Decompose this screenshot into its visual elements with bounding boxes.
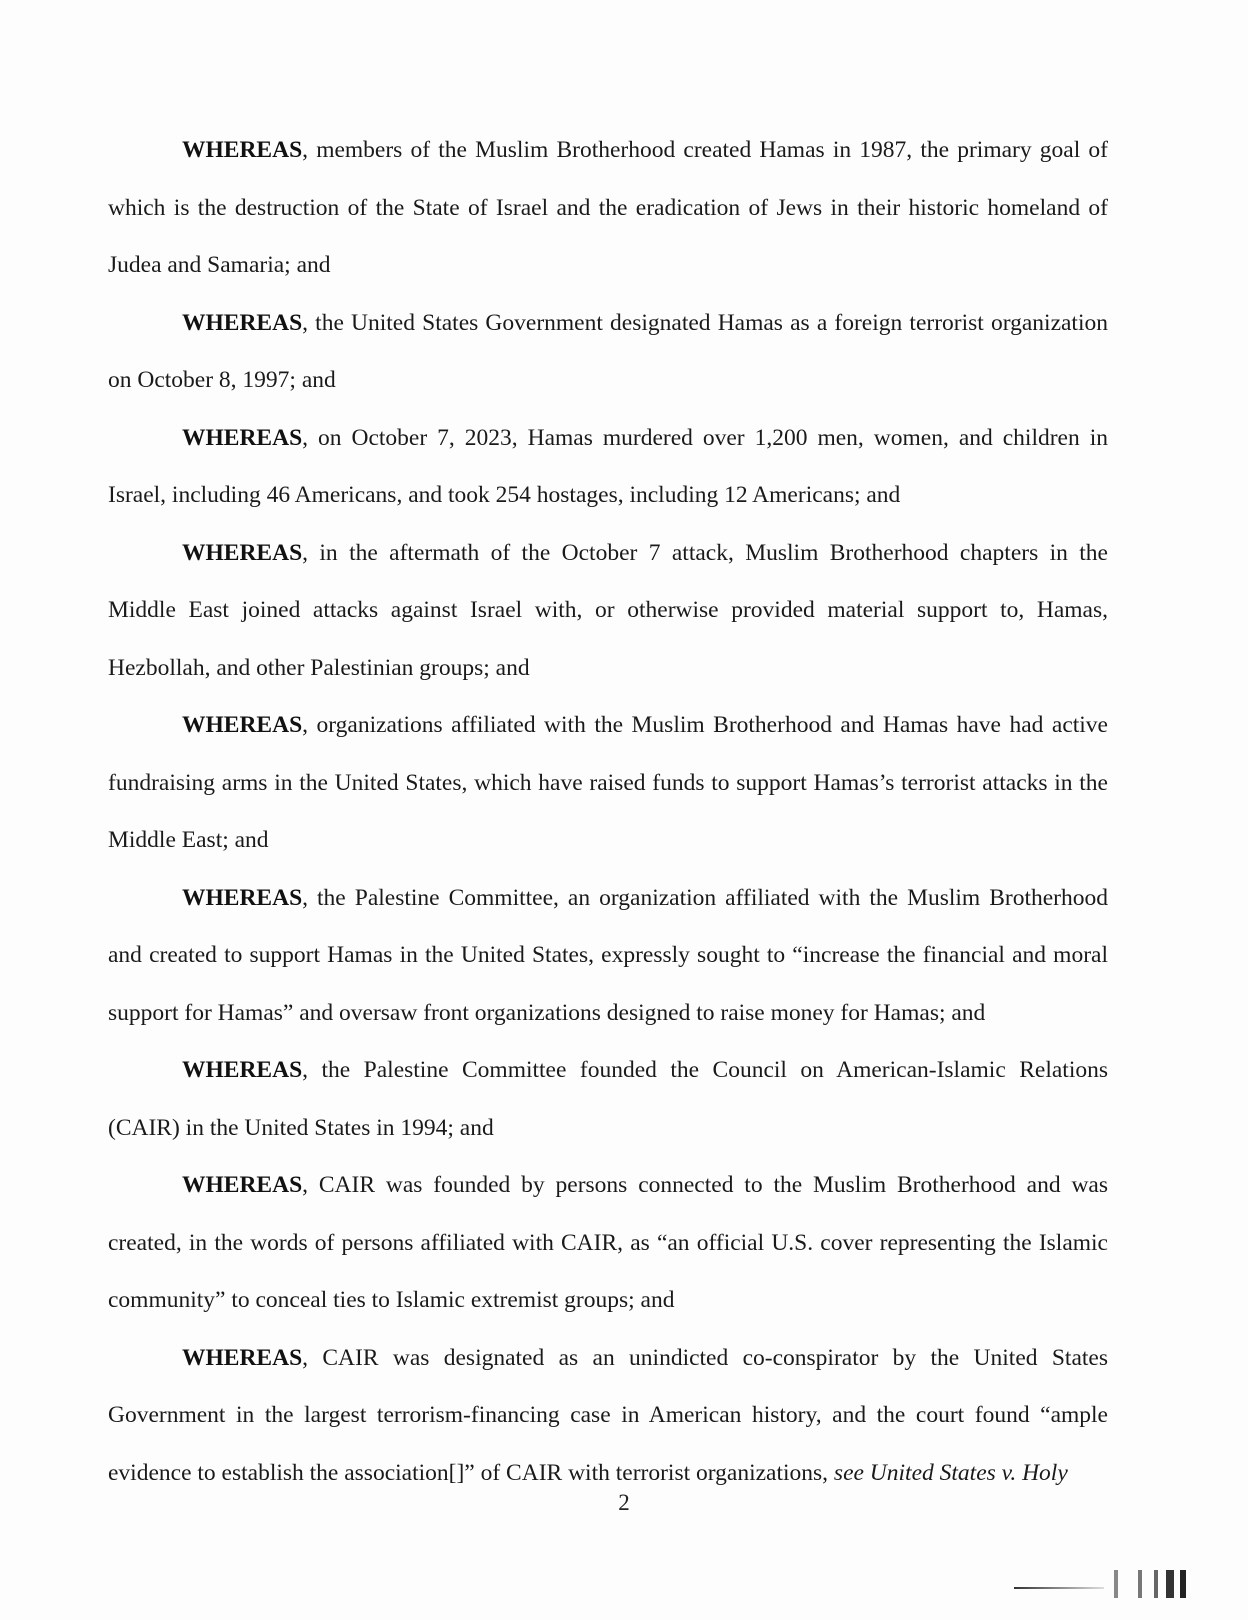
whereas-clause-unindicted-co-conspirator <box>108 1330 1108 1503</box>
scan-bar <box>1166 1570 1174 1598</box>
clause-text: , the Palestine Committee, an organization affiliated with the Muslim Brotherhood and created to support Hamas in the United States, expressly sought to “increase the financial and moral support for Hamas” and oversaw front organizations designed to raise money for Hamas; and <box>108 884 1108 1026</box>
scan-bar <box>1114 1570 1118 1598</box>
clause-lead: WHEREAS <box>182 539 303 566</box>
clause-lead: WHEREAS <box>182 1172 303 1198</box>
whereas-clause-palestine-committee <box>108 870 1108 1043</box>
case-citation: see United States v. Holy <box>833 1459 1068 1486</box>
clause-text: , CAIR was designated as an unindicted co-conspirator by the United States Government in the largest terrorism-financing case in American history, and the court found “ample evidence to establish the association[]” of CAIR with terrorist organizations, <box>108 1344 1108 1486</box>
scan-bar <box>1154 1570 1158 1598</box>
whereas-clause-fundraising <box>108 697 1108 870</box>
clause-text: , on October 7, 2023, Hamas murdered over 1,200 men, women, and children in Israel, including 46 Americans, and took 254 hostages, including 12 Americans; and <box>108 424 1108 508</box>
clause-lead: WHEREAS <box>182 1057 303 1083</box>
whereas-clause-cair-founders <box>108 1157 1108 1330</box>
clause-text: , organizations affiliated with the Muslim Brotherhood and Hamas have had active fundraising arms in the United States, which have raised funds to support Hamas’s terrorist attacks in the Middle East; and <box>108 712 1108 853</box>
page-number: 2 <box>618 1490 630 1515</box>
whereas-clause-hamas-creation <box>108 122 1108 295</box>
clause-text: , members of the Muslim Brotherhood created Hamas in 1987, the primary goal of which is the destruction of the State of Israel and the eradication of Jews in their historic homeland of Judea and Samaria; and <box>108 137 1108 278</box>
scan-bar <box>1138 1570 1142 1598</box>
clause-text: , the United States Government designated Hamas as a foreign terrorist organization on October 8, 1997; and <box>108 309 1108 393</box>
scan-line <box>1014 1587 1104 1589</box>
whereas-clause-aftermath <box>108 525 1108 698</box>
document-body <box>108 122 1108 1502</box>
clause-text: , in the aftermath of the October 7 attack, Muslim Brotherhood chapters in the Middle East joined attacks against Israel with, or otherwise provided material support to, Hamas, Hezbollah, and other Palestinian groups; and <box>108 539 1108 681</box>
clause-text: , the Palestine Committee founded the Council on American-Islamic Relations (CAIR) in the United States in 1994; and <box>108 1057 1108 1141</box>
clause-lead: WHEREAS <box>182 309 303 336</box>
scan-bar <box>1180 1570 1186 1598</box>
clause-lead: WHEREAS <box>182 884 303 911</box>
clause-lead: WHEREAS <box>182 712 303 738</box>
clause-lead: WHEREAS <box>182 1344 303 1371</box>
whereas-clause-october-7 <box>108 410 1108 525</box>
whereas-clause-cair-founding <box>108 1042 1108 1157</box>
whereas-clause-terrorist-designation <box>108 295 1108 410</box>
clause-lead: WHEREAS <box>182 137 303 163</box>
clause-lead: WHEREAS <box>182 424 303 451</box>
clause-text: , CAIR was founded by persons connected to the Muslim Brotherhood and was created, in the words of persons affiliated with CAIR, as “an official U.S. cover representing the Islamic community” to conceal ties to Islamic extremist groups; and <box>108 1172 1108 1313</box>
scan-artifact-mark <box>1014 1565 1214 1605</box>
